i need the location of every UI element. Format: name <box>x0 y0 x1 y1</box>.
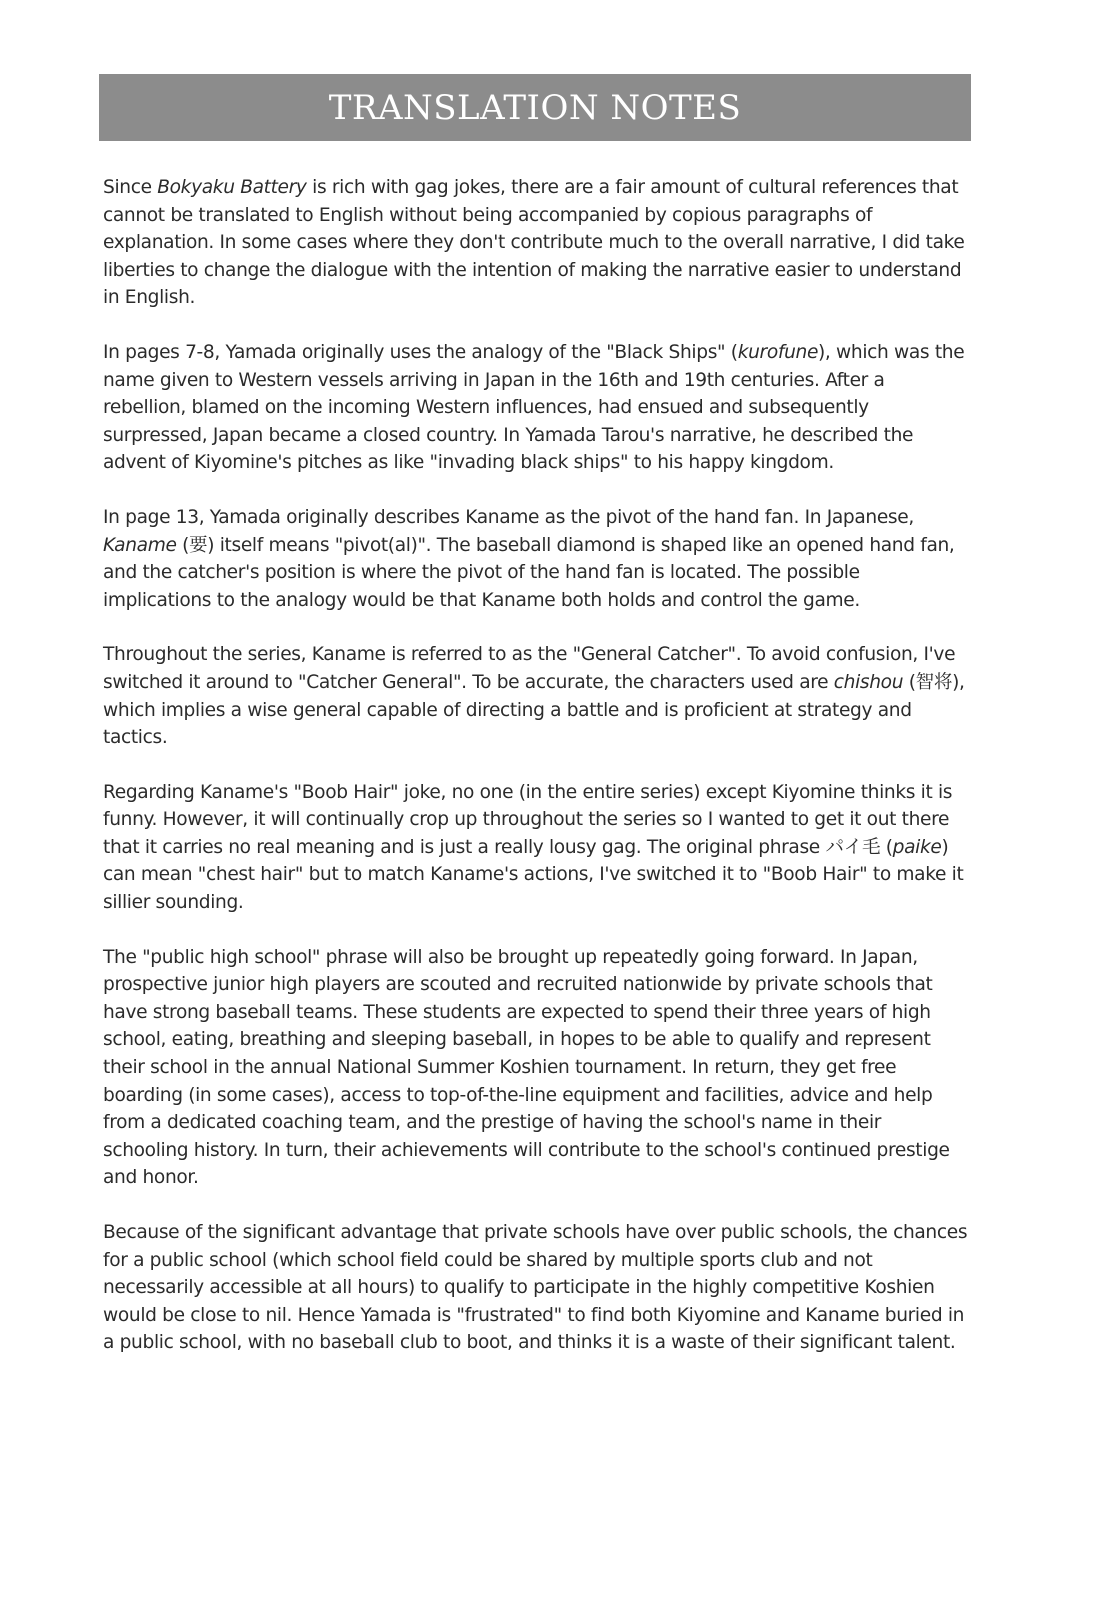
note-text: ), which was the name given to Western vessels arriving in Japan in the 16th and 19th centuries. After a rebellion, blamed on the incoming Western influences, had ensued and subsequently surpressed, Japan became a closed country. In Yamada Tarou's narrative, he described the advent of Kiyomine's pitches as like "invading black ships" to his happy kingdom. <box>103 341 965 474</box>
note-paragraph-private-advantage <box>103 1219 971 1357</box>
page-title: TRANSLATION NOTES <box>328 87 742 128</box>
note-text: In page 13, Yamada originally describes Kaname as the pivot of the hand fan. In Japanese, <box>103 506 914 528</box>
italic-term: chishou <box>833 671 904 693</box>
note-paragraph-catcher-general <box>103 641 971 751</box>
note-paragraph-black-ships <box>103 339 971 477</box>
note-text: Regarding Kaname's "Boob Hair" joke, no one (in the entire series) except Kiyomine thinks it is funny. However, it will continually crop up throughout the series so I wanted to get it out there that it carries no real meaning and is just a really lousy gag. The original phrase パイ毛 ( <box>103 781 953 858</box>
italic-term: Kaname <box>103 534 177 556</box>
italic-term: paike <box>892 836 942 858</box>
note-text: (要) itself means "pivot(al)". The baseball diamond is shaped like an opened hand fan, and the catcher's position is where the pivot of the hand fan is located. The possible implications to the analogy would be that Kaname both holds and control the game. <box>103 534 955 611</box>
note-text: In pages 7-8, Yamada originally uses the analogy of the "Black Ships" ( <box>103 341 738 363</box>
note-paragraph-boob-hair <box>103 779 971 917</box>
note-text: Because of the significant advantage that private schools have over public schools, the chances for a public school (which school field could be shared by multiple sports club and not necessarily accessible at all hours) to qualify to participate in the highly competitive Koshien would be close to nil. Hence Yamada is "frustrated" to find both Kiyomine and Kaname buried in a public school, with no baseball club to boot, and thinks it is a waste of their significant talent. <box>103 1222 968 1354</box>
italic-term: kurofune <box>737 341 819 363</box>
note-text: is rich with gag jokes, there are a fair amount of cultural references that cannot be translated to English without being accompanied by copious paragraphs of explanation. In some cases where they don't contribute much to the overall narrative, I did take liberties to change the dialogue with the intention of making the narrative easier to understand in English. <box>103 177 965 309</box>
note-text: ) can mean "chest hair" but to match Kaname's actions, I've switched it to "Boob Hair" to make it sillier sounding. <box>103 836 964 914</box>
note-paragraph-kaname-pivot <box>103 504 971 614</box>
note-text: (智将), which implies a wise general capable of directing a battle and is proficient at strategy and tactics. <box>103 671 965 749</box>
note-paragraph-intro <box>103 174 971 312</box>
note-text: The "public high school" phrase will also be brought up repeatedly going forward. In Japan, prospective junior high players are scouted and recruited nationwide by private schools that have strong baseball teams. These students are expected to spend their three years of high school, eating, breathing and sleeping baseball, in hopes to be able to qualify and represent their school in the annual National Summer Koshien tournament. In return, they get free boarding (in some cases), access to top-of-the-line equipment and facilities, advice and help from a dedicated coaching team, and the prestige of having the school's name in their schooling history. In turn, their achievements will contribute to the school's continued prestige and honor. <box>103 946 950 1189</box>
title-banner <box>99 74 971 141</box>
note-text: Throughout the series, Kaname is referred to as the "General Catcher". To avoid confusion, I've switched it around to "Catcher General". To be accurate, the characters used are <box>103 644 956 693</box>
note-text: Since <box>103 177 158 198</box>
italic-term: Bokyaku Battery <box>157 177 307 198</box>
note-paragraph-public-high-school <box>103 944 971 1192</box>
notes-body <box>103 174 971 1384</box>
